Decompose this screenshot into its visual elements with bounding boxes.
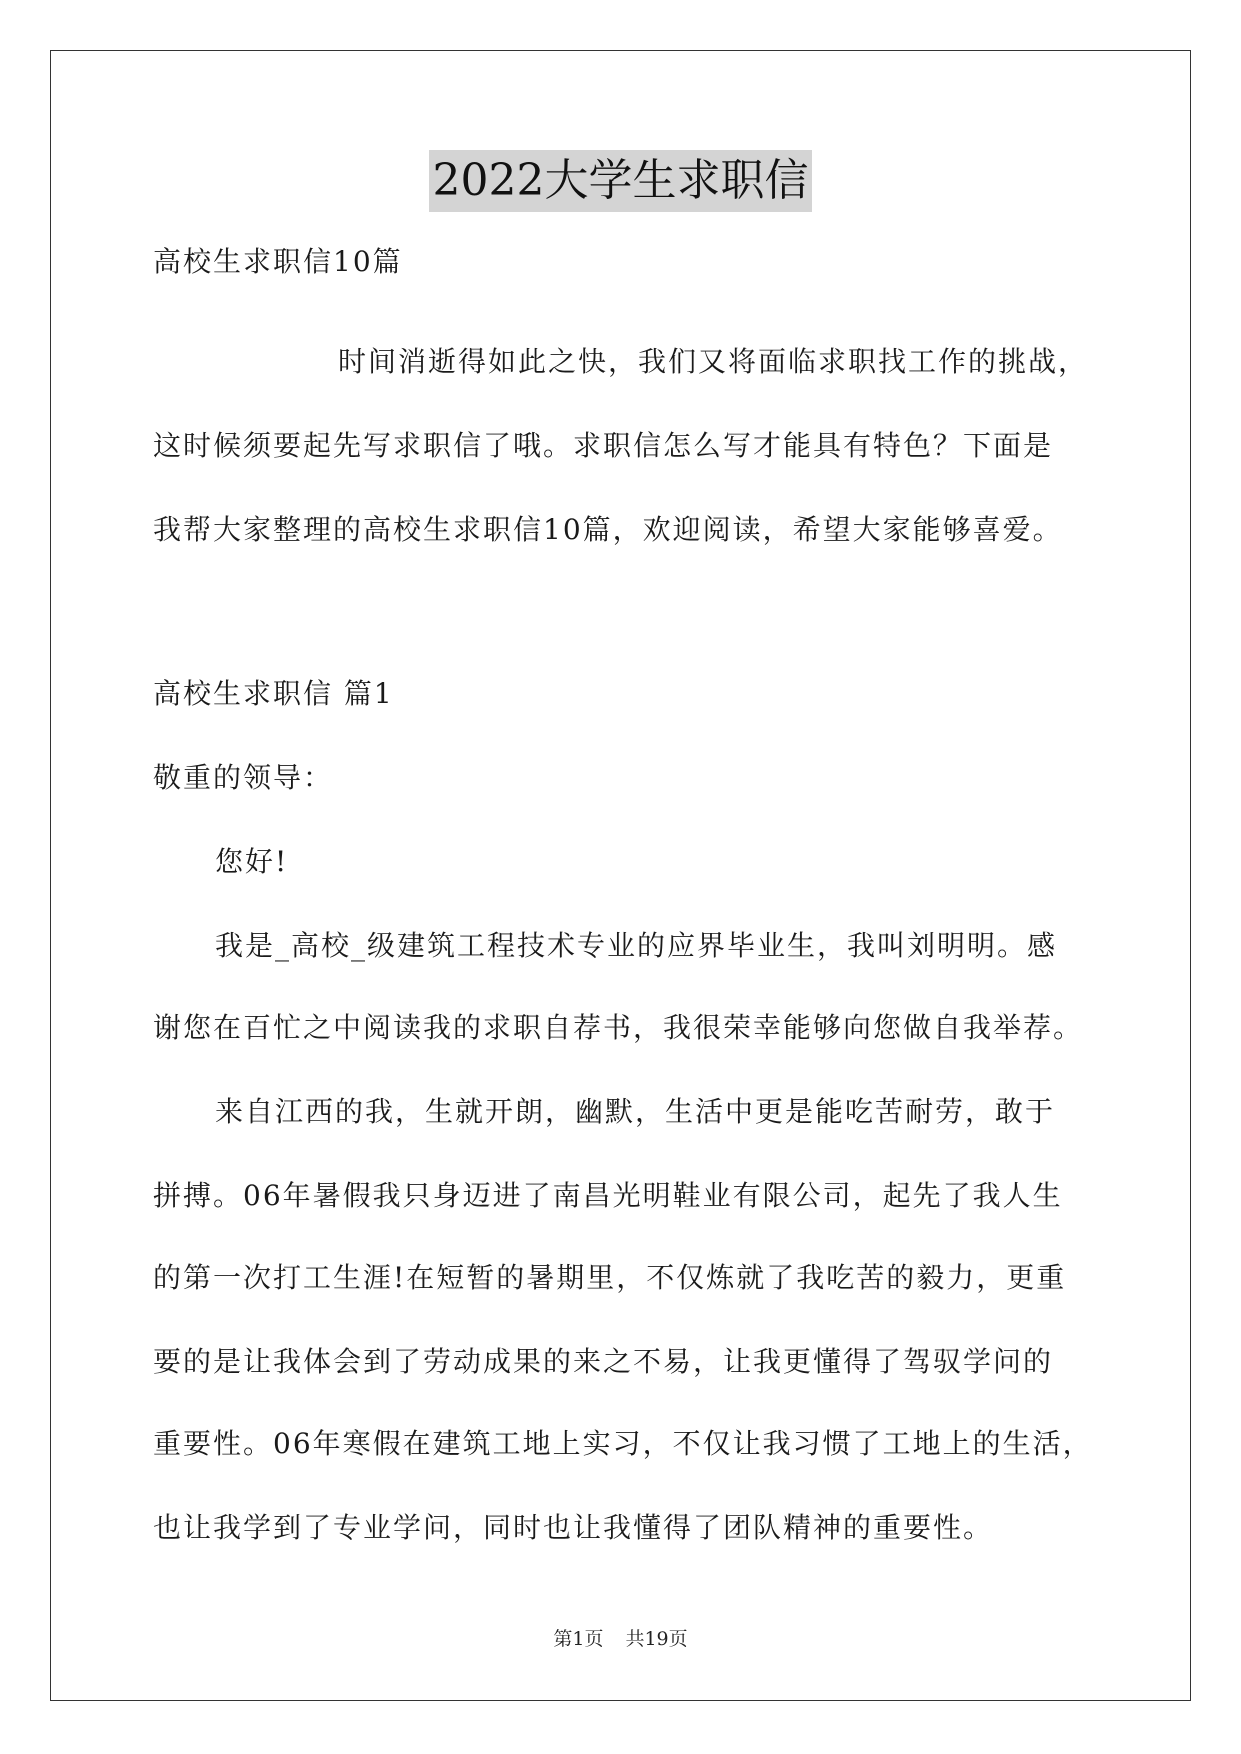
body-line-6: 要的是让我体会到了劳动成果的来之不易，让我更懂得了驾驭学问的 bbox=[153, 1345, 1054, 1378]
body-line-7: 重要性。06年寒假在建筑工地上实习，不仅让我习惯了工地上的生活， bbox=[153, 1427, 1093, 1460]
page-total: 共19页 bbox=[625, 1628, 688, 1650]
body-line-4: 拼搏。06年暑假我只身迈进了南昌光明鞋业有限公司，起先了我人生 bbox=[153, 1179, 1063, 1212]
salutation: 敬重的领导： bbox=[153, 761, 334, 794]
intro-line-1: 时间消逝得如此之快，我们又将面临求职找工作的挑战， bbox=[338, 345, 1089, 378]
intro-line-2: 这时候须要起先写求职信了哦。求职信怎么写才能具有特色？下面是 bbox=[153, 429, 1054, 462]
page-number: 第1页 bbox=[553, 1628, 604, 1650]
document-title: 2022大学生求职信 bbox=[429, 150, 813, 212]
intro-line-3: 我帮大家整理的高校生求职信10篇，欢迎阅读，希望大家能够喜爱。 bbox=[153, 513, 1063, 546]
section-heading: 高校生求职信 篇1 bbox=[153, 677, 394, 710]
greeting: 您好! bbox=[215, 845, 289, 878]
subtitle-line: 高校生求职信10篇 bbox=[153, 245, 403, 278]
body-line-8: 也让我学到了专业学问，同时也让我懂得了团队精神的重要性。 bbox=[153, 1511, 994, 1544]
body-line-5: 的第一次打工生涯!在短暂的暑期里，不仅炼就了我吃苦的毅力，更重 bbox=[153, 1261, 1067, 1294]
body-line-1: 我是_高校_级建筑工程技术专业的应界毕业生，我叫刘明明。感 bbox=[215, 929, 1058, 962]
page-footer bbox=[0, 1626, 1241, 1652]
title-container bbox=[0, 150, 1241, 212]
body-line-3: 来自江西的我，生就开朗，幽默，生活中更是能吃苦耐劳，敢于 bbox=[215, 1095, 1056, 1128]
body-line-2: 谢您在百忙之中阅读我的求职自荐书，我很荣幸能够向您做自我举荐。 bbox=[153, 1011, 1084, 1044]
